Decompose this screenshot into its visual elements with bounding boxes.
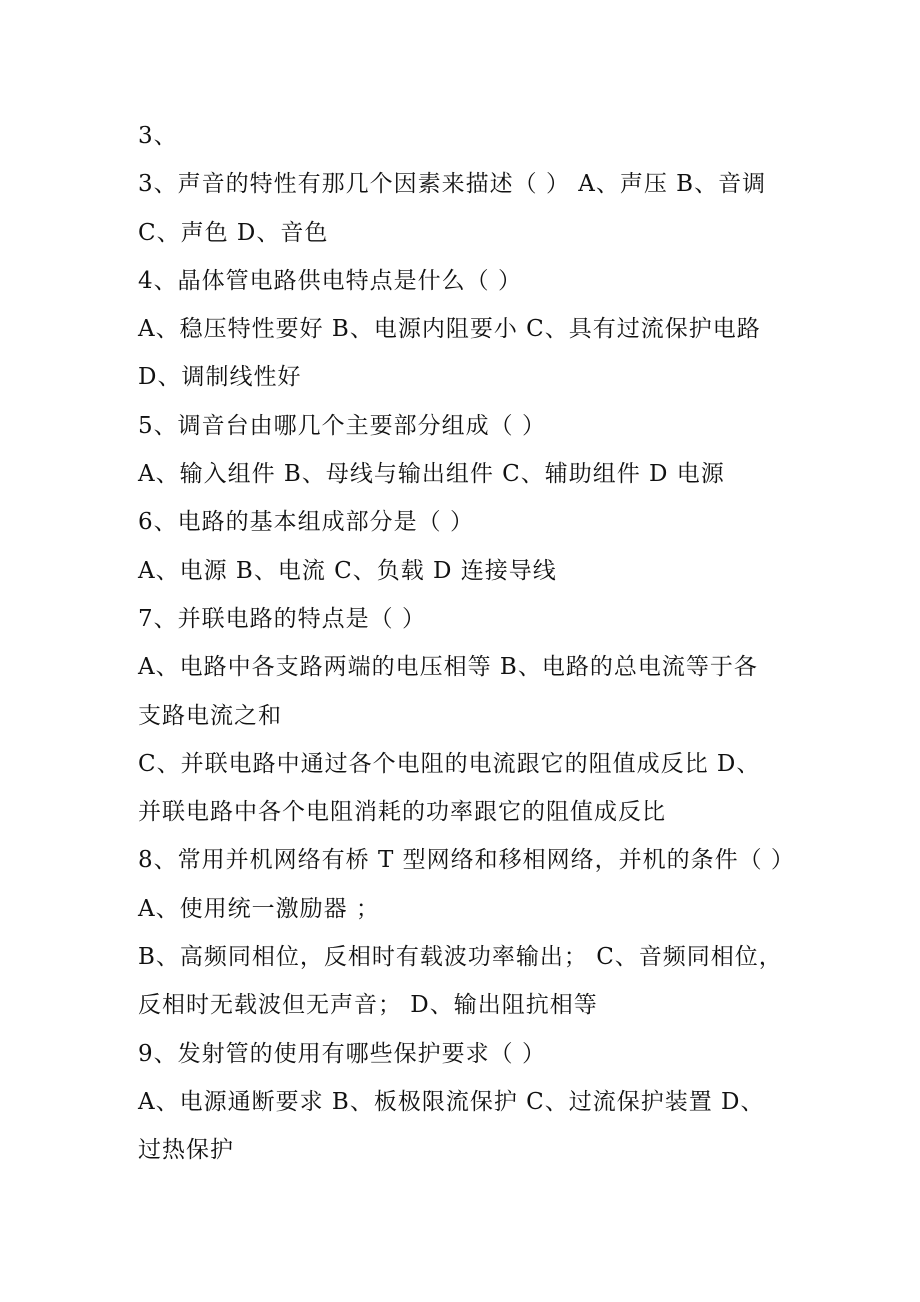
question-7-option-c-d: C、并联电路中通过各个电阻的电流跟它的阻值成反比 D、 [138, 750, 761, 777]
question-8: 8、常用并机网络有桥 T 型网络和移相网络，并机的条件（ ） [138, 847, 795, 874]
question-5-options: A、输入组件 B、母线与输出组件 C、辅助组件 D 电源 [138, 461, 725, 488]
question-8-option-c-d: 反相时无载波但无声音； D、输出阻抗相等 [138, 992, 598, 1019]
question-4-options-cont: D、调制线性好 [138, 364, 302, 391]
question-6: 6、电路的基本组成部分是（ ） [138, 509, 474, 536]
question-9-options: A、电源通断要求 B、板极限流保护 C、过流保护装置 D、 [138, 1088, 765, 1115]
section-number: 3、 [138, 123, 178, 149]
question-3: 3、声音的特性有那几个因素来描述（ ） A、声压 B、音调 [138, 171, 767, 198]
question-9-options-cont: 过热保护 [138, 1137, 234, 1164]
question-7-option-b-cont: 支路电流之和 [138, 702, 282, 729]
question-5: 5、调音台由哪几个主要部分组成（ ） [138, 412, 546, 439]
document-body [138, 112, 798, 1175]
question-8-option-b-c: B、高频同相位，反相时有载波功率输出； C、音频同相位， [138, 944, 783, 971]
question-9: 9、发射管的使用有哪些保护要求（ ） [138, 1040, 546, 1067]
question-7-option-d-cont: 并联电路中各个电阻消耗的功率跟它的阻值成反比 [138, 799, 666, 826]
question-3-options-cont: C、声色 D、音色 [138, 219, 329, 246]
question-8-option-a: A、使用统一激励器 ； [138, 895, 380, 922]
question-7: 7、并联电路的特点是（ ） [138, 605, 426, 632]
question-7-option-a-b: A、电路中各支路两端的电压相等 B、电路的总电流等于各 [138, 654, 758, 681]
question-4-options: A、稳压特性要好 B、电源内阻要小 C、具有过流保护电路 [138, 316, 761, 343]
question-6-options: A、电源 B、电流 C、负载 D 连接导线 [138, 557, 557, 584]
question-4: 4、晶体管电路供电特点是什么（ ） [138, 267, 522, 294]
